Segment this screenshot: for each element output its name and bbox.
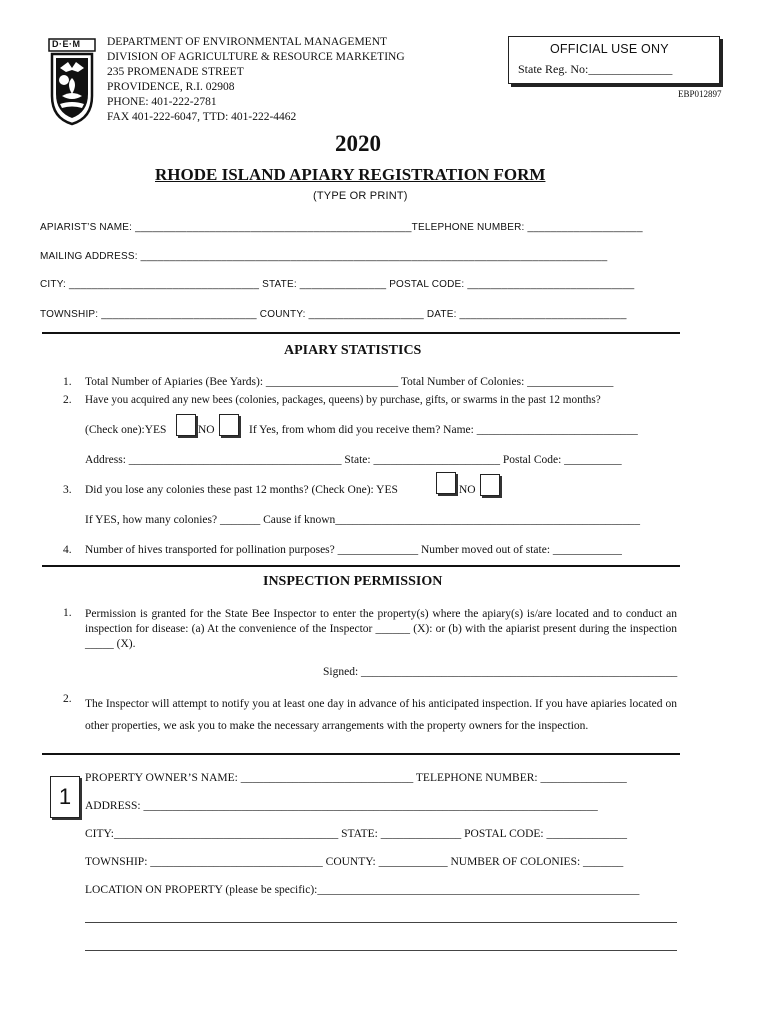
section-divider (42, 565, 680, 567)
state-reg-field[interactable]: State Reg. No:______________ (518, 62, 673, 76)
agency-line: 235 PROMENADE STREET (107, 66, 244, 78)
paragraph-number: 2. (63, 693, 72, 705)
property-township-county-colonies-field[interactable]: TOWNSHIP: ______________________________ COUNTY: ____________ NUMBER OF COLONIES: _______ (85, 856, 624, 868)
lost-yes-checkbox[interactable] (436, 472, 456, 494)
acquired-bees-question: Have you acquired any new bees (colonies, packages, queens) by purchase, gifts, or swarms in the past 12 months? (85, 394, 601, 406)
permission-paragraph: Permission is granted for the State Bee Inspector to enter the property(s) where the apiary(s) is/are located and to conduct an inspection for disease: (a) At the convenience of the Inspector ______ (X): or (b) with the apiarist present during the inspection _____ (X). (85, 608, 677, 650)
question-number: 4. (63, 544, 72, 556)
dem-logo (48, 38, 96, 126)
agency-header (107, 35, 405, 125)
logo-text: D·E·M (52, 39, 81, 49)
question-number: 1. (63, 376, 72, 388)
lost-colonies-count-field[interactable]: If YES, how many colonies? _______ Cause if known_____________________________________________________ (85, 514, 641, 526)
agency-line: PHONE: 401-222-2781 (107, 96, 217, 108)
check-no-label: NO (198, 424, 215, 436)
inspection-permission-title: INSPECTION PERMISSION (263, 574, 443, 589)
source-address-field[interactable]: Address: _____________________________________ State: ______________________ Postal Code: __________ (85, 454, 622, 466)
acquired-no-checkbox[interactable] (219, 414, 239, 436)
form-subtitle: (TYPE OR PRINT) (313, 190, 408, 202)
apiarist-name-field[interactable]: APIARIST’S NAME: ________________________________________________TELEPHONE NUMBER: ____________________ (40, 222, 643, 233)
apiaries-colonies-field[interactable]: Total Number of Apiaries (Bee Yards): _______________________ Total Number of Colonies: _______________ (85, 376, 614, 388)
location-continuation-line[interactable] (85, 922, 677, 923)
signature-field[interactable]: Signed: _______________________________________________________ (323, 666, 678, 678)
agency-line: DIVISION OF AGRICULTURE & RESOURCE MARKETING (107, 51, 405, 63)
paragraph-number: 1. (63, 607, 72, 619)
property-city-state-postal-field[interactable]: CITY:_______________________________________ STATE: ______________ POSTAL CODE: ______________ (85, 828, 627, 840)
township-county-date-field[interactable]: TOWNSHIP: ___________________________ COUNTY: ____________________ DATE: _____________________________ (40, 309, 627, 320)
section-divider (42, 753, 680, 755)
official-use-title: OFFICIAL USE ONY (550, 42, 669, 56)
property-location-field[interactable]: LOCATION ON PROPERTY (please be specific):________________________________________________________ (85, 884, 640, 896)
form-code: EBP012897 (678, 89, 722, 99)
hives-transported-field[interactable]: Number of hives transported for pollination purposes? ______________ Number moved out of state: ____________ (85, 544, 622, 556)
lost-colonies-question: Did you lose any colonies these past 12 months? (Check One): YES (85, 484, 398, 496)
lost-no-checkbox[interactable] (480, 474, 500, 496)
apiary-statistics-title: APIARY STATISTICS (284, 343, 422, 358)
lost-no-label: NO (459, 484, 476, 496)
question-number: 2. (63, 394, 72, 406)
check-one-yes-label: (Check one):YES (85, 424, 167, 436)
agency-line: FAX 401-222-6047, TTD: 401-222-4462 (107, 111, 297, 123)
city-state-postal-field[interactable]: CITY: _________________________________ STATE: _______________ POSTAL CODE: _____________________________ (40, 279, 635, 290)
location-continuation-line[interactable] (85, 950, 677, 951)
official-use-box (508, 36, 720, 84)
acquired-yes-checkbox[interactable] (176, 414, 196, 436)
notification-paragraph: The Inspector will attempt to notify you at least one day in advance of his anticipated inspection. If you have apiaries located on other properties, we ask you to make the necessary arrangements with the property owners for the inspection. (85, 698, 677, 732)
received-from-name-field[interactable]: If Yes, from whom did you receive them? Name: ____________________________ (249, 424, 638, 436)
property-number-box: 1 (50, 776, 80, 818)
form-year: 2020 (335, 131, 381, 156)
mailing-address-field[interactable]: MAILING ADDRESS: _________________________________________________________________________________ (40, 251, 608, 262)
section-divider (42, 332, 680, 334)
property-owner-name-field[interactable]: PROPERTY OWNER’S NAME: ______________________________ TELEPHONE NUMBER: _______________ (85, 772, 627, 784)
dem-seal-icon (48, 38, 96, 126)
agency-line: PROVIDENCE, R.I. 02908 (107, 81, 235, 93)
question-number: 3. (63, 484, 72, 496)
property-address-field[interactable]: ADDRESS: _______________________________________________________________________________ (85, 800, 598, 812)
form-title: RHODE ISLAND APIARY REGISTRATION FORM (155, 165, 546, 184)
agency-line: DEPARTMENT OF ENVIRONMENTAL MANAGEMENT (107, 36, 388, 48)
